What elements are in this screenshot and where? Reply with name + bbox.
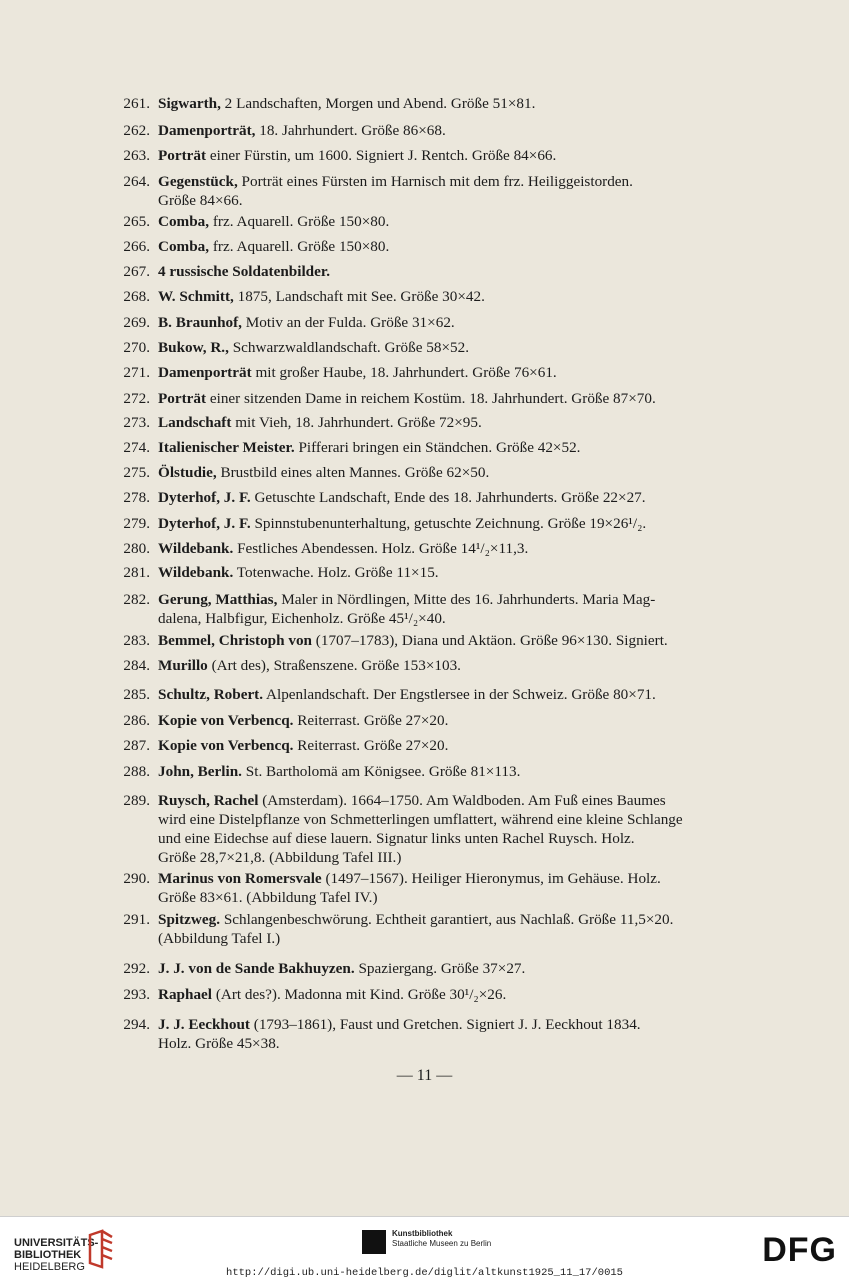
entry-number: 285. — [123, 686, 150, 703]
entry-continuation: dalena, Halbfigur, Eichenholz. Größe 45¹/₂×40. — [158, 610, 446, 627]
entry-text — [158, 438, 706, 457]
entry-number: 288. — [123, 763, 150, 780]
entry-number: 263. — [123, 147, 150, 164]
entry-title: Murillo — [158, 657, 208, 674]
entry-description: (1707–1783), Diana und Aktäon. Größe 96×130. Signiert. — [312, 632, 668, 649]
entry-description: Maler in Nördlingen, Mitte des 16. Jahrhunderts. Maria Mag- — [277, 591, 656, 608]
entry-number: 274. — [123, 439, 150, 456]
entry-number: 278. — [123, 489, 150, 506]
entry-title: Wildebank. — [158, 540, 234, 557]
entry-description: Schlangenbeschwörung. Echtheit garantiert, aus Nachlaß. Größe 11,5×20. — [220, 911, 674, 928]
page-number: — 11 — — [396, 1067, 453, 1084]
uni-line1: UNIVERSITÄTS- — [14, 1237, 99, 1249]
entry-title: Bemmel, Christoph von — [158, 632, 312, 649]
entry-title: Landschaft — [158, 414, 232, 431]
entry-text — [158, 539, 706, 558]
entry-title: Gerung, Matthias, — [158, 591, 278, 608]
entry-text — [158, 389, 706, 408]
entry-number: 290. — [123, 870, 150, 887]
entry-title: Spitzweg. — [158, 911, 221, 928]
entry-text — [158, 262, 706, 281]
entry-continuation: Holz. Größe 45×38. — [158, 1035, 280, 1052]
entry-text — [158, 287, 706, 306]
entry-continuation: wird eine Distelpflanze von Schmetterlingen umflattert, während eine kleine Schlange — [158, 811, 683, 828]
entry-text — [158, 413, 706, 432]
entry-number: 284. — [123, 657, 150, 674]
entry-description: Pifferari bringen ein Ständchen. Größe 42×52. — [294, 439, 581, 456]
kunstbibliothek-logo-icon[interactable] — [362, 1230, 386, 1254]
entry-description: mit Vieh, 18. Jahrhundert. Größe 72×95. — [231, 414, 482, 431]
entry-number: 268. — [123, 288, 150, 305]
entry-text — [158, 338, 706, 357]
entry-description: einer Fürstin, um 1600. Signiert J. Rentch. Größe 84×66. — [206, 147, 557, 164]
entry-title: Comba, — [158, 213, 210, 230]
entry-text — [158, 869, 706, 907]
heidelberg-library-logo-icon[interactable] — [86, 1229, 116, 1269]
entry-description: Reiterrast. Größe 27×20. — [293, 712, 449, 729]
entry-text — [158, 631, 706, 650]
entry-number: 275. — [123, 464, 150, 481]
entry-text — [158, 1015, 706, 1053]
entry-text — [158, 656, 706, 675]
entry-number: 270. — [123, 339, 150, 356]
entry-title: Kopie von Verbencq. — [158, 712, 294, 729]
permalink-url[interactable]: http://digi.ub.uni-heidelberg.de/diglit/altkunst1925_11_17/0015 — [226, 1267, 623, 1279]
entry-text — [158, 711, 706, 730]
entry-description: 1875, Landschaft mit See. Größe 30×42. — [233, 288, 485, 305]
entry-title: W. Schmitt, — [158, 288, 234, 305]
entry-number: 283. — [123, 632, 150, 649]
entry-description: einer sitzenden Dame in reichem Kostüm. 18. Jahrhundert. Größe 87×70. — [206, 390, 656, 407]
entry-text — [158, 237, 706, 256]
entry-number: 279. — [123, 515, 150, 532]
entry-title: Wildebank. — [158, 564, 234, 581]
entry-description: (Amsterdam). 1664–1750. Am Waldboden. Am Fuß eines Baumes — [258, 792, 666, 809]
entry-text — [158, 736, 706, 755]
entry-number: 261. — [123, 95, 150, 112]
entry-text — [158, 910, 706, 948]
entry-text — [158, 363, 706, 382]
entry-number: 294. — [123, 1016, 150, 1033]
entry-number: 280. — [123, 540, 150, 557]
entry-number: 291. — [123, 911, 150, 928]
entry-number: 266. — [123, 238, 150, 255]
entry-text — [158, 563, 706, 582]
entry-description: (Art des?). Madonna mit Kind. Größe 30¹/₂×26. — [212, 986, 507, 1003]
entry-description: Schwarzwaldlandschaft. Größe 58×52. — [228, 339, 470, 356]
entry-number: 273. — [123, 414, 150, 431]
entry-description: Porträt eines Fürsten im Harnisch mit dem frz. Heiliggeistorden. — [237, 173, 633, 190]
entry-description: Spinnstubenunterhaltung, getuschte Zeichnung. Größe 19×26¹/₂. — [250, 515, 647, 532]
entry-title: Dyterhof, J. F. — [158, 515, 251, 532]
entry-description: frz. Aquarell. Größe 150×80. — [209, 238, 390, 255]
entry-title: Raphael — [158, 986, 213, 1003]
entry-number: 287. — [123, 737, 150, 754]
entry-title: 4 russische Soldatenbilder. — [158, 263, 331, 280]
entry-title: Damenporträt, — [158, 122, 256, 139]
entry-title: Kopie von Verbencq. — [158, 737, 294, 754]
entry-number: 292. — [123, 960, 150, 977]
footer-bar — [0, 1216, 849, 1280]
entry-description: Totenwache. Holz. Größe 11×15. — [233, 564, 439, 581]
kb-line2: Staatliche Museen zu Berlin — [392, 1239, 492, 1248]
entry-title: J. J. von de Sande Bakhuyzen. — [158, 960, 355, 977]
entry-title: Ruysch, Rachel — [158, 792, 259, 809]
entry-continuation: und eine Eidechse auf diese lauern. Signatur links unten Rachel Ruysch. Holz. — [158, 830, 635, 847]
entry-number: 282. — [123, 591, 150, 608]
entry-description: Festliches Abendessen. Holz. Größe 14¹/₂×11,3. — [233, 540, 529, 557]
entry-title: Gegenstück, — [158, 173, 238, 190]
entry-text — [158, 121, 706, 140]
entry-title: Porträt — [158, 390, 207, 407]
entry-description: 18. Jahrhundert. Größe 86×68. — [255, 122, 446, 139]
uni-line2: BIBLIOTHEK — [14, 1249, 82, 1261]
entry-text — [158, 514, 706, 533]
entry-title: Damenporträt — [158, 364, 252, 381]
entry-number: 281. — [123, 564, 150, 581]
entry-title: B. Braunhof, — [158, 314, 242, 331]
entry-continuation: Größe 84×66. — [158, 192, 243, 209]
entry-text — [158, 146, 706, 165]
entry-number: 293. — [123, 986, 150, 1003]
entry-title: Porträt — [158, 147, 207, 164]
entry-title: Comba, — [158, 238, 210, 255]
entry-description: St. Bartholomä am Königsee. Größe 81×113. — [241, 763, 521, 780]
entry-number: 267. — [123, 263, 150, 280]
entry-description: Brustbild eines alten Mannes. Größe 62×50. — [216, 464, 490, 481]
entry-description: (1497–1567). Heiliger Hieronymus, im Gehäuse. Holz. — [321, 870, 661, 887]
entry-title: Sigwarth, — [158, 95, 221, 112]
entry-description: mit großer Haube, 18. Jahrhundert. Größe 76×61. — [251, 364, 557, 381]
entry-text — [158, 985, 706, 1004]
entry-text — [158, 172, 706, 210]
entry-text — [158, 762, 706, 781]
entry-number: 286. — [123, 712, 150, 729]
entry-continuation: Größe 28,7×21,8. (Abbildung Tafel III.) — [158, 849, 402, 866]
entry-continuation: Größe 83×61. (Abbildung Tafel IV.) — [158, 889, 378, 906]
kb-line1: Kunstbibliothek — [392, 1229, 453, 1238]
entry-title: Marinus von Romersvale — [158, 870, 322, 887]
entry-text — [158, 590, 706, 628]
entry-description: Spaziergang. Größe 37×27. — [354, 960, 526, 977]
entry-text — [158, 791, 706, 867]
entry-title: Ölstudie, — [158, 464, 217, 481]
entry-text — [158, 463, 706, 482]
entry-description: Motiv an der Fulda. Größe 31×62. — [241, 314, 455, 331]
kunstbibliothek-text — [392, 1229, 491, 1249]
entry-number: 269. — [123, 314, 150, 331]
entry-number: 272. — [123, 390, 150, 407]
entry-description: Alpenlandschaft. Der Engstlersee in der Schweiz. Größe 80×71. — [263, 686, 656, 703]
entry-number: 262. — [123, 122, 150, 139]
entry-number: 271. — [123, 364, 150, 381]
entry-text — [158, 959, 706, 978]
entry-text — [158, 488, 706, 507]
entry-text — [158, 685, 706, 704]
entry-description: frz. Aquarell. Größe 150×80. — [209, 213, 390, 230]
entry-description: (Art des), Straßenszene. Größe 153×103. — [207, 657, 461, 674]
uni-line3: HEIDELBERG — [14, 1261, 85, 1273]
entry-description: Reiterrast. Größe 27×20. — [293, 737, 449, 754]
entry-number: 265. — [123, 213, 150, 230]
entry-title: Schultz, Robert. — [158, 686, 264, 703]
entry-title: Italienischer Meister. — [158, 439, 295, 456]
entry-number: 289. — [123, 792, 150, 809]
entry-title: John, Berlin. — [158, 763, 242, 780]
entry-text — [158, 212, 706, 231]
entry-description: 2 Landschaften, Morgen und Abend. Größe 51×81. — [220, 95, 536, 112]
entry-title: Bukow, R., — [158, 339, 229, 356]
entry-number: 264. — [123, 173, 150, 190]
entry-description: (1793–1861), Faust und Gretchen. Signiert J. J. Eeckhout 1834. — [249, 1016, 641, 1033]
entry-text — [158, 313, 706, 332]
entry-text — [158, 94, 706, 113]
entry-continuation: (Abbildung Tafel I.) — [158, 930, 281, 947]
dfg-logo[interactable]: DFG — [762, 1231, 837, 1269]
entry-title: J. J. Eeckhout — [158, 1016, 250, 1033]
entry-description: Getuschte Landschaft, Ende des 18. Jahrhunderts. Größe 22×27. — [250, 489, 646, 506]
entry-title: Dyterhof, J. F. — [158, 489, 251, 506]
